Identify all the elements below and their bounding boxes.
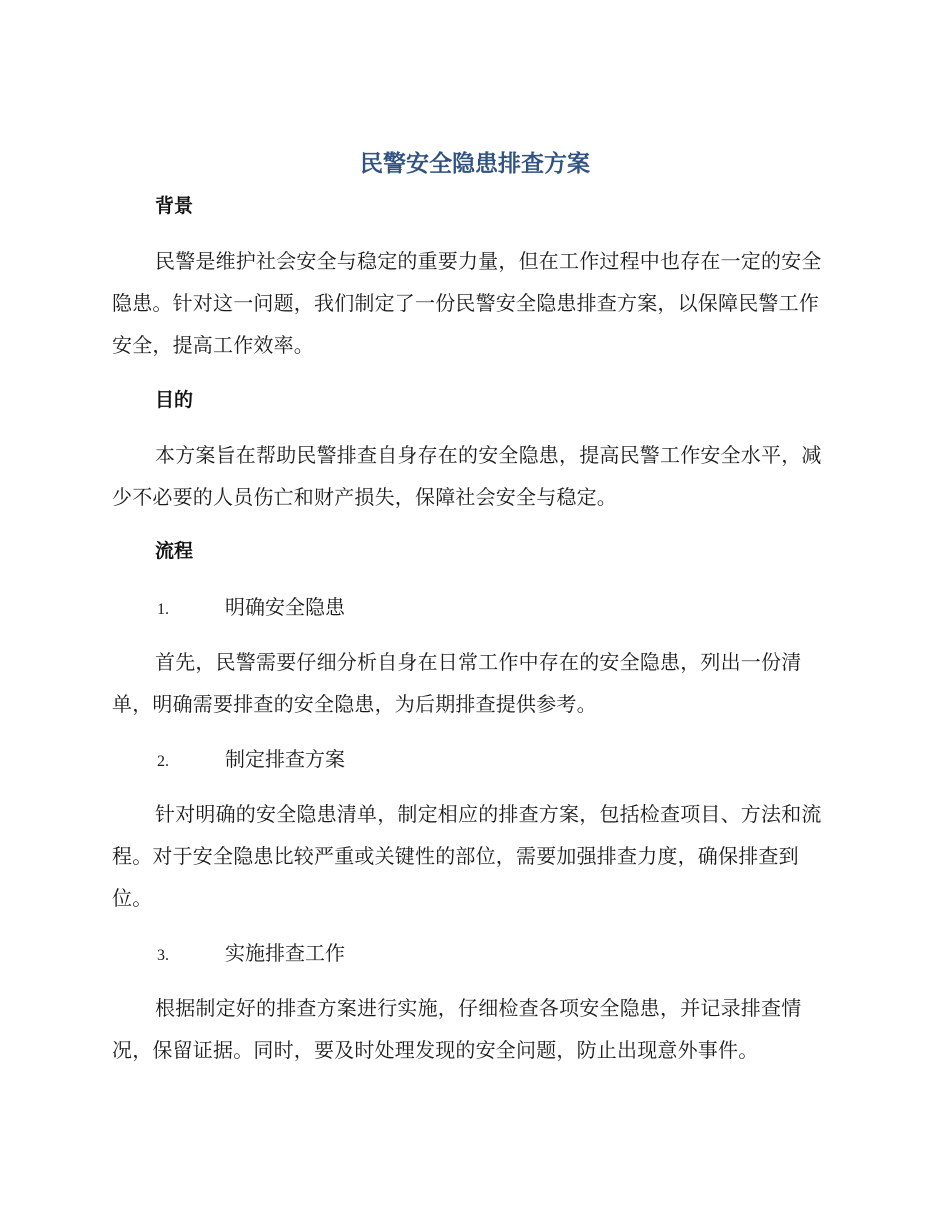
- step-label: 明确安全隐患: [225, 595, 345, 619]
- section-heading-purpose: 目的: [155, 389, 194, 411]
- step-item-2: [157, 744, 345, 777]
- step-number: 3.: [157, 947, 169, 964]
- step-number: 2.: [157, 753, 169, 770]
- section-paragraph-purpose: 本方案旨在帮助民警排查自身存在的安全隐患，提高民警工作安全水平，减少不必要的人员伤亡和财产损失，保障社会安全与稳定。: [112, 443, 822, 509]
- step-label: 实施排查工作: [225, 941, 345, 965]
- step-label: 制定排查方案: [225, 747, 345, 771]
- step-paragraph-3: 根据制定好的排查方案进行实施，仔细检查各项安全隐患，并记录排查情况，保留证据。同时，要及时处理发现的安全问题，防止出现意外事件。: [112, 996, 802, 1062]
- document-title: 民警安全隐患排查方案: [360, 151, 590, 177]
- section-heading-process: 流程: [155, 540, 194, 562]
- step-number: 1.: [157, 601, 169, 618]
- step-paragraph-2: 针对明确的安全隐患清单，制定相应的排查方案，包括检查项目、方法和流程。对于安全隐患比较严重或关键性的部位，需要加强排查力度，确保排查到位。: [112, 802, 822, 910]
- step-paragraph-1: 首先，民警需要仔细分析自身在日常工作中存在的安全隐患，列出一份清单，明确需要排查的安全隐患，为后期排查提供参考。: [112, 650, 802, 716]
- section-paragraph-background: 民警是维护社会安全与稳定的重要力量，但在工作过程中也存在一定的安全隐患。针对这一问题，我们制定了一份民警安全隐患排查方案，以保障民警工作安全，提高工作效率。: [112, 249, 822, 357]
- step-item-3: [157, 938, 345, 971]
- step-item-1: [157, 592, 345, 625]
- section-heading-background: 背景: [155, 195, 194, 217]
